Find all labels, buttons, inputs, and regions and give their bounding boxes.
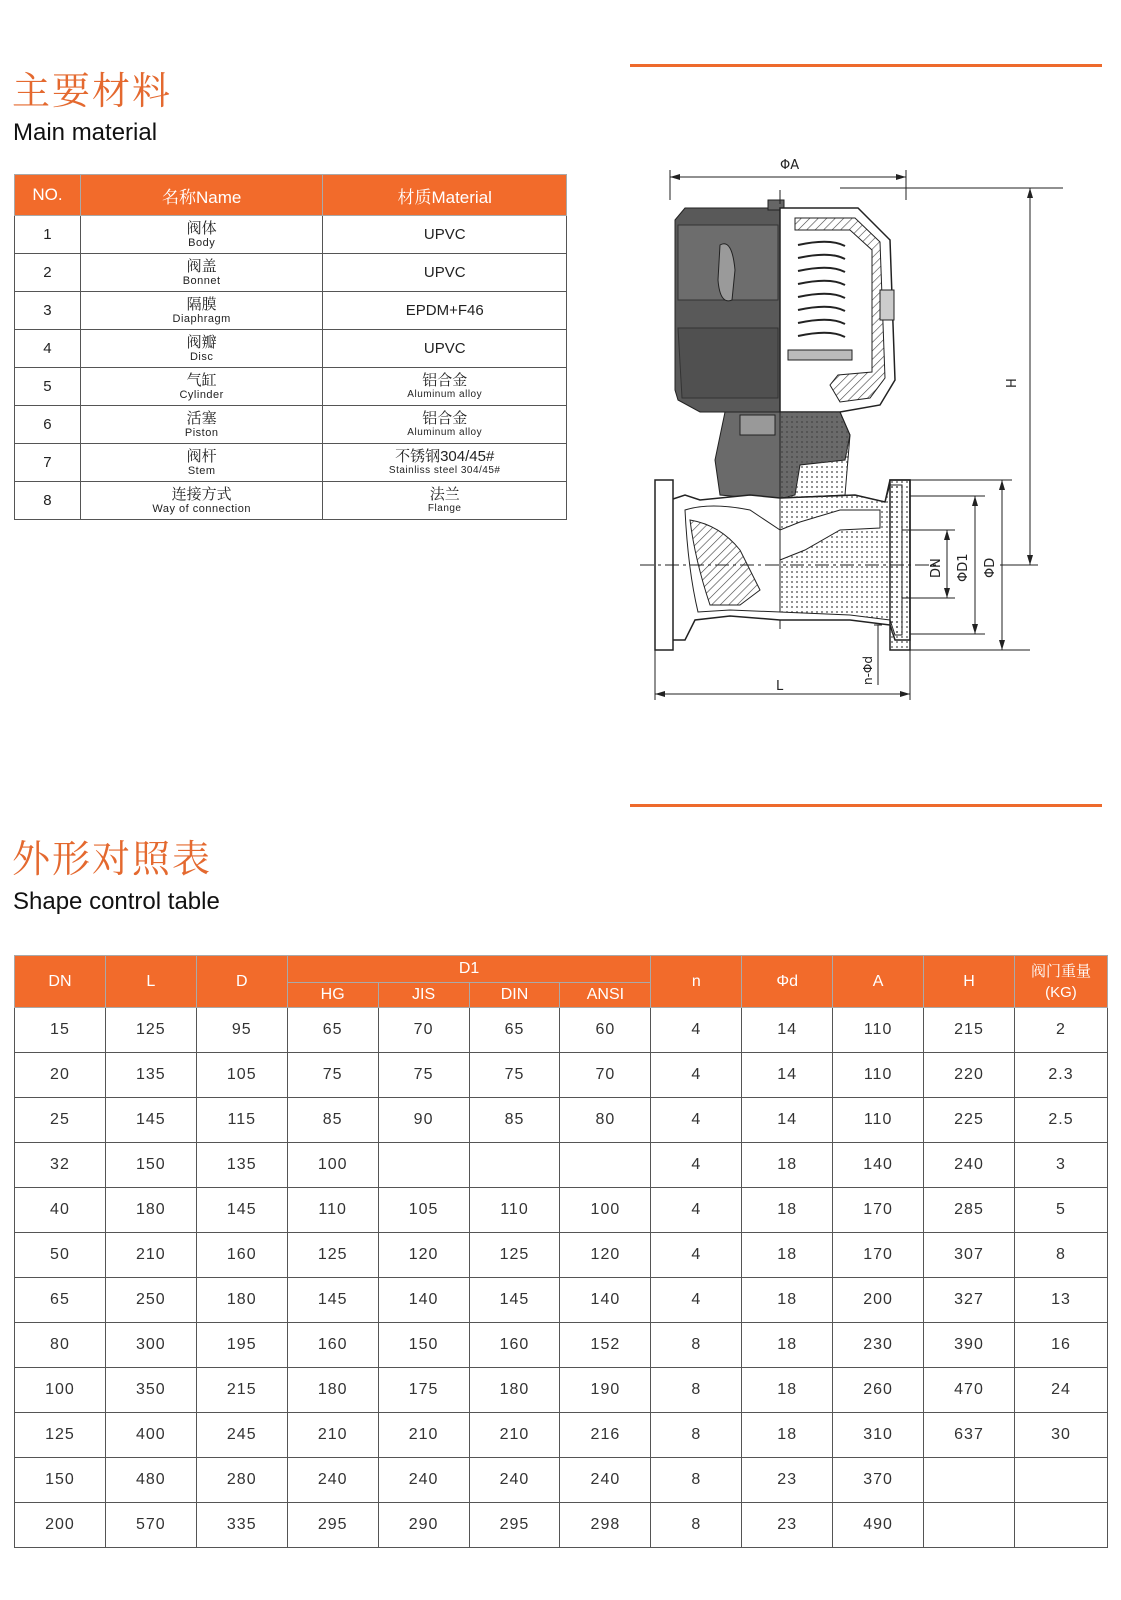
part-name [80, 444, 323, 482]
cell-weight: 8 [1014, 1233, 1107, 1278]
cell-d: 215 [196, 1368, 287, 1413]
cell-ansi: 120 [560, 1233, 651, 1278]
part-name [80, 254, 323, 292]
cell-din: 210 [469, 1413, 560, 1458]
shape-table-title-en: Shape control table [13, 888, 220, 915]
table-row [15, 1098, 1108, 1143]
cell-din: 295 [469, 1503, 560, 1548]
cell-din: 85 [469, 1098, 560, 1143]
cell-d: 245 [196, 1413, 287, 1458]
cell-din: 65 [469, 1008, 560, 1053]
cell-a: 310 [833, 1413, 924, 1458]
cell-weight: 16 [1014, 1323, 1107, 1368]
cell-d: 135 [196, 1143, 287, 1188]
table-row [15, 406, 567, 444]
cell-n: 8 [651, 1368, 742, 1413]
cell-phi-d: 18 [742, 1188, 833, 1233]
cell-h: 327 [924, 1278, 1015, 1323]
cell-din: 240 [469, 1458, 560, 1503]
table-row [15, 330, 567, 368]
cell-dn: 40 [15, 1188, 106, 1233]
cell-dn: 50 [15, 1233, 106, 1278]
cell-l: 570 [105, 1503, 196, 1548]
material-sub: Stainliss steel 304/45# [388, 464, 501, 476]
cell-a: 490 [833, 1503, 924, 1548]
valve-diagram [640, 150, 1110, 730]
part-name [80, 330, 323, 368]
material-rows [15, 216, 567, 520]
cell-phi-d: 18 [742, 1323, 833, 1368]
col-header-material: 材质Material [323, 175, 567, 216]
cell-dn: 65 [15, 1278, 106, 1323]
row-number: 4 [15, 330, 81, 368]
part-name-cn: 连接方式 [171, 485, 232, 503]
cell-h: 240 [924, 1143, 1015, 1188]
part-material: UPVC [323, 254, 567, 292]
cell-hg: 75 [287, 1053, 378, 1098]
cell-h: 470 [924, 1368, 1015, 1413]
table-row [15, 254, 567, 292]
cell-n: 4 [651, 1143, 742, 1188]
cell-jis: 105 [378, 1188, 469, 1233]
cell-l: 300 [105, 1323, 196, 1368]
cell-jis: 70 [378, 1008, 469, 1053]
cell-h [924, 1503, 1015, 1548]
cell-n: 8 [651, 1323, 742, 1368]
cell-din: 160 [469, 1323, 560, 1368]
cell-n: 4 [651, 1188, 742, 1233]
cell-phi-d: 18 [742, 1278, 833, 1323]
col-header-d: D [196, 956, 287, 1008]
part-name-en: Cylinder [179, 388, 224, 401]
cell-ansi: 100 [560, 1188, 651, 1233]
cell-h: 637 [924, 1413, 1015, 1458]
table-row [15, 292, 567, 330]
cell-h: 307 [924, 1233, 1015, 1278]
cell-h: 220 [924, 1053, 1015, 1098]
cell-ansi: 190 [560, 1368, 651, 1413]
table-row [15, 1008, 1108, 1053]
col-header-hg: HG [287, 983, 378, 1008]
cell-ansi: 216 [560, 1413, 651, 1458]
cell-a: 170 [833, 1188, 924, 1233]
part-name-en: Way of connection [152, 502, 251, 515]
cell-a: 140 [833, 1143, 924, 1188]
cell-d: 145 [196, 1188, 287, 1233]
cell-dn: 25 [15, 1098, 106, 1143]
cell-jis [378, 1143, 469, 1188]
cell-a: 110 [833, 1008, 924, 1053]
row-number: 2 [15, 254, 81, 292]
row-number: 5 [15, 368, 81, 406]
cell-a: 110 [833, 1098, 924, 1143]
middle-divider-line [630, 804, 1102, 807]
cell-d: 180 [196, 1278, 287, 1323]
table-row [15, 216, 567, 254]
cell-h [924, 1458, 1015, 1503]
cell-h: 215 [924, 1008, 1015, 1053]
cell-ansi: 140 [560, 1278, 651, 1323]
cell-l: 210 [105, 1233, 196, 1278]
cell-ansi: 152 [560, 1323, 651, 1368]
cell-a: 110 [833, 1053, 924, 1098]
cell-d: 160 [196, 1233, 287, 1278]
cell-hg: 110 [287, 1188, 378, 1233]
cell-l: 250 [105, 1278, 196, 1323]
weight-label-unit: (KG) [1045, 983, 1077, 1001]
cell-jis: 90 [378, 1098, 469, 1143]
cell-jis: 150 [378, 1323, 469, 1368]
part-name [80, 368, 323, 406]
cell-phi-d: 23 [742, 1503, 833, 1548]
part-name-cn: 阀体 [186, 219, 217, 237]
table-row [15, 1188, 1108, 1233]
part-material [323, 406, 567, 444]
cell-ansi: 60 [560, 1008, 651, 1053]
cell-d: 195 [196, 1323, 287, 1368]
cell-din: 145 [469, 1278, 560, 1323]
cell-din: 75 [469, 1053, 560, 1098]
cell-weight: 2.3 [1014, 1053, 1107, 1098]
table-row [15, 444, 567, 482]
material-main: 铝合金 [422, 409, 468, 427]
label-phi-d1: ΦD1 [956, 553, 971, 582]
label-phi-d: ΦD [983, 557, 998, 578]
cell-dn: 80 [15, 1323, 106, 1368]
cell-weight [1014, 1503, 1107, 1548]
cell-jis: 290 [378, 1503, 469, 1548]
cell-phi-d: 14 [742, 1098, 833, 1143]
col-header-h: H [924, 956, 1015, 1008]
main-material-title-en: Main material [13, 119, 158, 146]
cell-phi-d: 18 [742, 1413, 833, 1458]
cell-hg: 240 [287, 1458, 378, 1503]
col-header-d1: D1 [287, 956, 651, 983]
part-name-cn: 阀盖 [186, 257, 217, 275]
cell-phi-d: 18 [742, 1368, 833, 1413]
table-row [15, 1323, 1108, 1368]
table-row [15, 1458, 1108, 1503]
cell-h: 285 [924, 1188, 1015, 1233]
cell-din: 110 [469, 1188, 560, 1233]
part-name-en: Stem [187, 464, 216, 477]
table-row [15, 1053, 1108, 1098]
cell-dn: 125 [15, 1413, 106, 1458]
cell-weight: 24 [1014, 1368, 1107, 1413]
table-row [15, 1368, 1108, 1413]
cell-ansi [560, 1143, 651, 1188]
row-number: 6 [15, 406, 81, 444]
cell-hg: 125 [287, 1233, 378, 1278]
cell-l: 150 [105, 1143, 196, 1188]
cell-dn: 20 [15, 1053, 106, 1098]
table-row [15, 1278, 1108, 1323]
main-material-table [14, 174, 567, 520]
cell-a: 200 [833, 1278, 924, 1323]
cell-n: 4 [651, 1278, 742, 1323]
table-row [15, 1503, 1108, 1548]
cell-din: 125 [469, 1233, 560, 1278]
col-header-din: DIN [469, 983, 560, 1008]
part-name-en: Disc [189, 350, 214, 363]
cell-phi-d: 14 [742, 1053, 833, 1098]
cell-d: 335 [196, 1503, 287, 1548]
part-name-en: Bonnet [182, 274, 221, 287]
part-name [80, 482, 323, 520]
row-number: 8 [15, 482, 81, 520]
cell-n: 4 [651, 1053, 742, 1098]
cell-a: 260 [833, 1368, 924, 1413]
cell-d: 105 [196, 1053, 287, 1098]
col-header-l: L [105, 956, 196, 1008]
cell-l: 480 [105, 1458, 196, 1503]
cell-jis: 210 [378, 1413, 469, 1458]
table-row [15, 1143, 1108, 1188]
part-material [323, 368, 567, 406]
cell-d: 280 [196, 1458, 287, 1503]
cell-ansi: 80 [560, 1098, 651, 1143]
label-l: L [776, 679, 784, 694]
cell-hg: 65 [287, 1008, 378, 1053]
cell-jis: 240 [378, 1458, 469, 1503]
col-header-weight [1014, 956, 1107, 1008]
col-header-no: NO. [15, 175, 81, 216]
cell-h: 225 [924, 1098, 1015, 1143]
cell-l: 350 [105, 1368, 196, 1413]
cell-h: 390 [924, 1323, 1015, 1368]
cell-ansi: 240 [560, 1458, 651, 1503]
material-main: 不锈钢304/45# [395, 447, 495, 465]
row-number: 3 [15, 292, 81, 330]
cell-weight [1014, 1458, 1107, 1503]
cell-weight: 2 [1014, 1008, 1107, 1053]
weight-label-cn: 阀门重量 [1030, 962, 1091, 980]
cell-hg: 180 [287, 1368, 378, 1413]
top-divider-line [630, 64, 1102, 67]
cell-l: 180 [105, 1188, 196, 1233]
cell-hg: 210 [287, 1413, 378, 1458]
part-material: UPVC [323, 216, 567, 254]
part-name-en: Piston [184, 426, 219, 439]
table-row [15, 368, 567, 406]
cell-n: 4 [651, 1008, 742, 1053]
part-material [323, 444, 567, 482]
part-name [80, 406, 323, 444]
part-name-cn: 隔膜 [186, 295, 217, 313]
col-header-phi-d: Φd [742, 956, 833, 1008]
part-name-cn: 阀杆 [186, 447, 217, 465]
cell-hg: 85 [287, 1098, 378, 1143]
table-row [15, 1413, 1108, 1458]
cell-d: 95 [196, 1008, 287, 1053]
part-material [323, 482, 567, 520]
cell-hg: 295 [287, 1503, 378, 1548]
part-name-cn: 阀瓣 [186, 333, 217, 351]
cell-dn: 32 [15, 1143, 106, 1188]
label-phi-a: ΦA [780, 158, 800, 173]
cell-n: 8 [651, 1458, 742, 1503]
cell-a: 170 [833, 1233, 924, 1278]
cell-weight: 5 [1014, 1188, 1107, 1233]
material-main: 法兰 [429, 485, 460, 503]
cell-jis: 175 [378, 1368, 469, 1413]
cell-din: 180 [469, 1368, 560, 1413]
row-number: 1 [15, 216, 81, 254]
label-dn: DN [929, 558, 944, 578]
main-material-title-cn: 主要材料 [12, 69, 173, 113]
cell-n: 4 [651, 1098, 742, 1143]
cell-phi-d: 18 [742, 1233, 833, 1278]
cell-n: 8 [651, 1503, 742, 1548]
col-header-ansi: ANSI [560, 983, 651, 1008]
cell-phi-d: 18 [742, 1143, 833, 1188]
cell-hg: 160 [287, 1323, 378, 1368]
cell-dn: 200 [15, 1503, 106, 1548]
cell-l: 125 [105, 1008, 196, 1053]
part-name [80, 216, 323, 254]
col-header-name: 名称Name [80, 175, 323, 216]
label-h: H [1005, 378, 1020, 388]
cell-n: 8 [651, 1413, 742, 1458]
cell-jis: 75 [378, 1053, 469, 1098]
part-material: EPDM+F46 [323, 292, 567, 330]
label-n-phi-d: n-Φd [861, 656, 875, 685]
part-name-cn: 活塞 [186, 409, 217, 427]
cell-weight: 2.5 [1014, 1098, 1107, 1143]
shape-table-title-cn: 外形对照表 [12, 837, 213, 881]
col-header-jis: JIS [378, 983, 469, 1008]
shape-control-table [14, 955, 1108, 1548]
cell-hg: 100 [287, 1143, 378, 1188]
cell-l: 145 [105, 1098, 196, 1143]
cell-jis: 140 [378, 1278, 469, 1323]
cell-a: 370 [833, 1458, 924, 1503]
material-main: 铝合金 [422, 371, 468, 389]
part-name-en: Diaphragm [172, 312, 231, 325]
cell-n: 4 [651, 1233, 742, 1278]
table-row [15, 1233, 1108, 1278]
material-sub: Aluminum alloy [407, 426, 483, 438]
cell-weight: 30 [1014, 1413, 1107, 1458]
cell-ansi: 70 [560, 1053, 651, 1098]
material-sub: Flange [427, 502, 462, 514]
cell-l: 135 [105, 1053, 196, 1098]
part-name-en: Body [188, 236, 216, 249]
cell-weight: 3 [1014, 1143, 1107, 1188]
cell-phi-d: 14 [742, 1008, 833, 1053]
col-header-a: A [833, 956, 924, 1008]
cell-weight: 13 [1014, 1278, 1107, 1323]
table-row [15, 482, 567, 520]
cell-din [469, 1143, 560, 1188]
part-material: UPVC [323, 330, 567, 368]
shape-rows [15, 1008, 1108, 1548]
cell-jis: 120 [378, 1233, 469, 1278]
cell-hg: 145 [287, 1278, 378, 1323]
row-number: 7 [15, 444, 81, 482]
cell-dn: 150 [15, 1458, 106, 1503]
cell-dn: 15 [15, 1008, 106, 1053]
cell-phi-d: 23 [742, 1458, 833, 1503]
col-header-dn: DN [15, 956, 106, 1008]
material-sub: Aluminum alloy [407, 388, 483, 400]
cell-d: 115 [196, 1098, 287, 1143]
part-name [80, 292, 323, 330]
cell-dn: 100 [15, 1368, 106, 1413]
part-name-cn: 气缸 [186, 371, 217, 389]
cell-ansi: 298 [560, 1503, 651, 1548]
cell-a: 230 [833, 1323, 924, 1368]
col-header-n: n [651, 956, 742, 1008]
cell-l: 400 [105, 1413, 196, 1458]
